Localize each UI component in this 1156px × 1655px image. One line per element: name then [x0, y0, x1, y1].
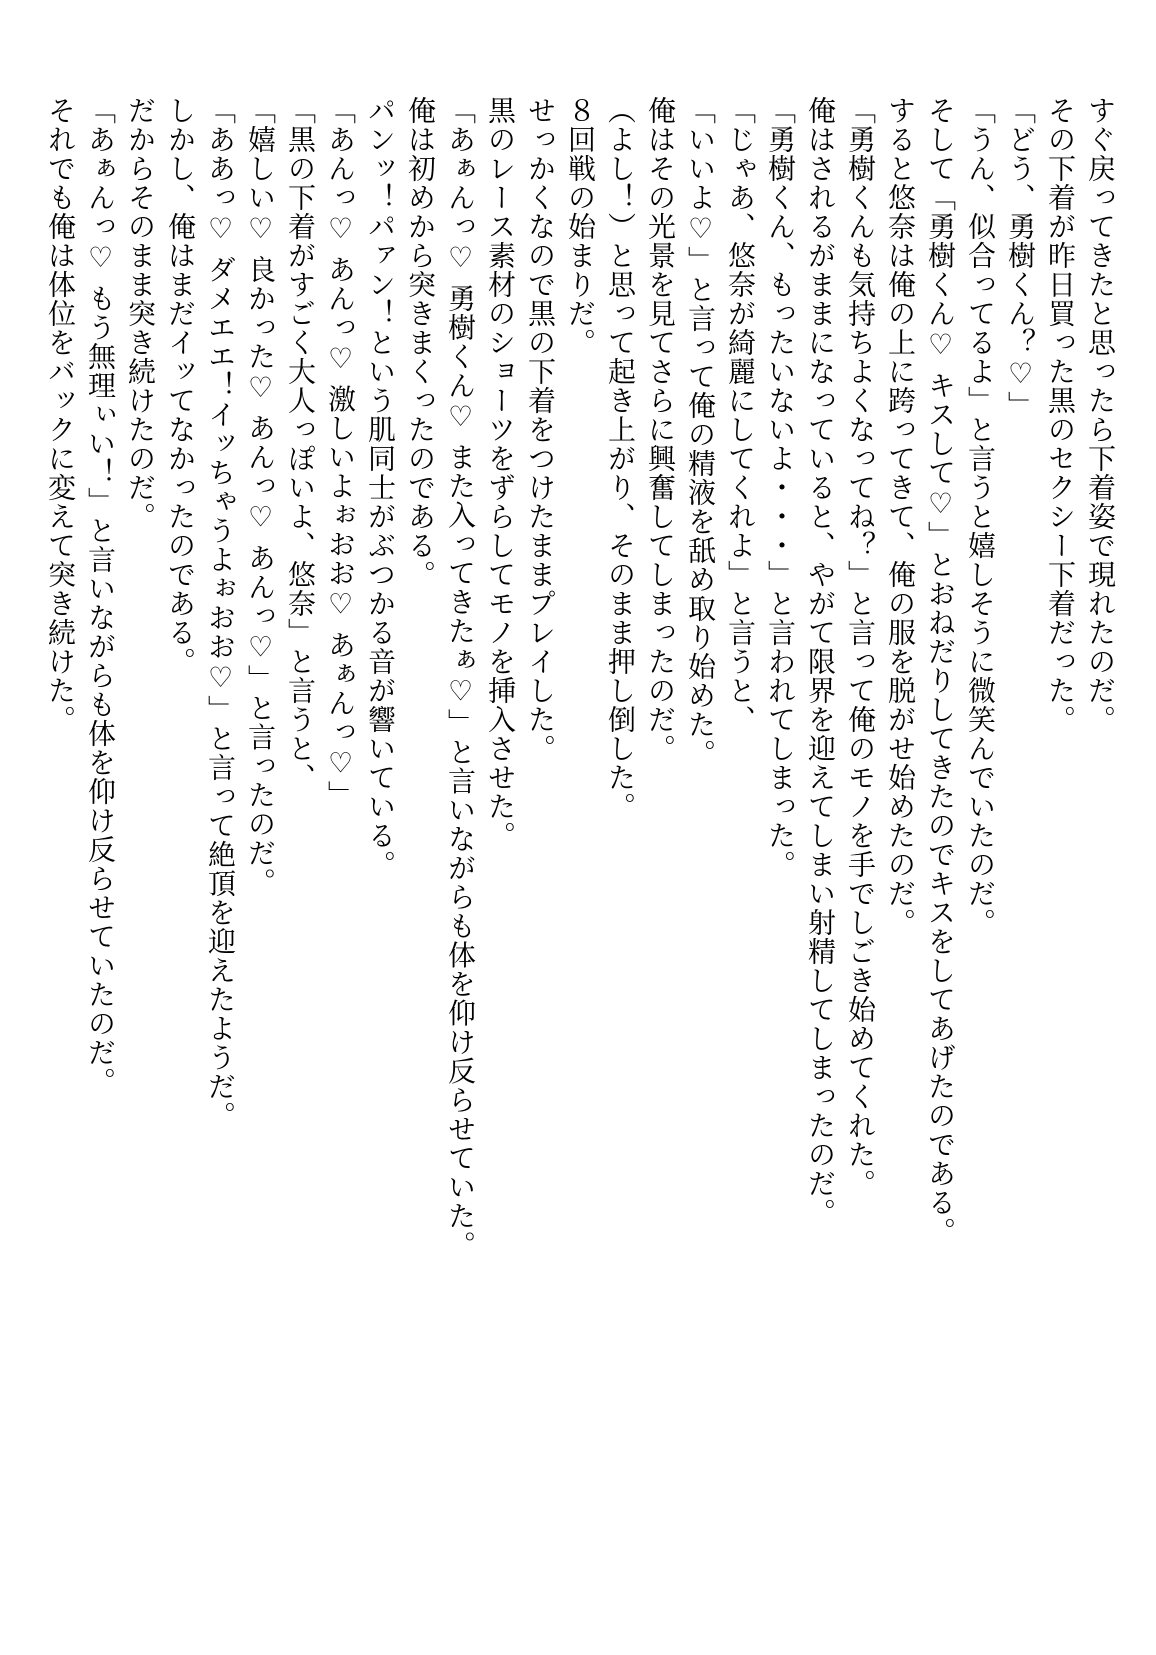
story-text [40, 96, 1120, 1596]
text-line: 「どう、勇樹くん？♡」 [1005, 96, 1036, 420]
text-line: 俺はその光景を見てさらに興奮してしまったのだ。 [645, 96, 676, 763]
text-line: だからそのまま突き続けたのだ。 [125, 96, 156, 531]
text-line: 「嬉しい♡ 良かった♡ あんっ♡ あんっ♡」と言ったのだ。 [245, 96, 276, 897]
text-line: 「勇樹くんも気持ちよくなってね？」と言って俺のモノを手でしごき始めてくれた。 [845, 96, 876, 1198]
text-line: パンッ！パァン！という肌同士がぶつかる音が響いている。 [365, 96, 396, 879]
text-line: 「あぁんっ♡ 勇樹くん♡ また入ってきたぁ♡」と言いながらも体を仰け反らせていた。 [445, 96, 476, 1260]
text-line: 黒のレース素材のショーツをずらしてモノを挿入させた。 [485, 96, 516, 850]
text-line: せっかくなので黒の下着をつけたままプレイした。 [525, 96, 556, 763]
text-line: 「勇樹くん、もったいないよ・・・」と言われてしまった。 [765, 96, 796, 879]
text-line: 俺はされるがままになっていると、やがて限界を迎えてしまい射精してしまったのだ。 [805, 96, 836, 1227]
text-line: 「じゃあ、悠奈が綺麗にしてくれよ」と言うと、 [725, 96, 756, 734]
text-line: 俺は初めから突きまくったのである。 [405, 96, 436, 589]
text-line: 「いいよ♡」と言って俺の精液を舐め取り始めた。 [685, 96, 716, 768]
text-line: ８回戦の始まりだ。 [565, 96, 596, 357]
text-line: それでも俺は体位をバックに変えて突き続けた。 [45, 96, 76, 734]
text-line: （よし！）と思って起き上がり、そのまま押し倒した。 [605, 96, 636, 821]
text-line: すると悠奈は俺の上に跨ってきて、俺の服を脱がせ始めたのだ。 [885, 96, 916, 937]
text-line: そして「勇樹くん♡ キスして♡」とおねだりしてきたのでキスをしてあげたのである。 [925, 96, 956, 1246]
text-line: すぐ戻ってきたと思ったら下着姿で現れたのだ。 [1085, 96, 1116, 734]
text-line: その下着が昨日買った黒のセクシー下着だった。 [1045, 96, 1076, 734]
text-line: 「うん、似合ってるよ」と言うと嬉しそうに微笑んでいたのだ。 [965, 96, 996, 937]
text-line: 「あんっ♡ あんっ♡ 激しいよぉおお♡ あぁんっ♡」 [325, 96, 356, 810]
text-line: 「黒の下着がすごく大人っぽいよ、悠奈」と言うと、 [285, 96, 316, 792]
text-line: 「ああっ♡ ダメエエ！イッちゃうよぉおお♡」と言って絶頂を迎えたようだ。 [205, 96, 236, 1130]
text-line: しかし、俺はまだイッてなかったのである。 [165, 96, 196, 676]
text-line: 「あぁんっ♡ もう無理ぃい！」と言いながらも体を仰け反らせていたのだ。 [85, 96, 116, 1096]
